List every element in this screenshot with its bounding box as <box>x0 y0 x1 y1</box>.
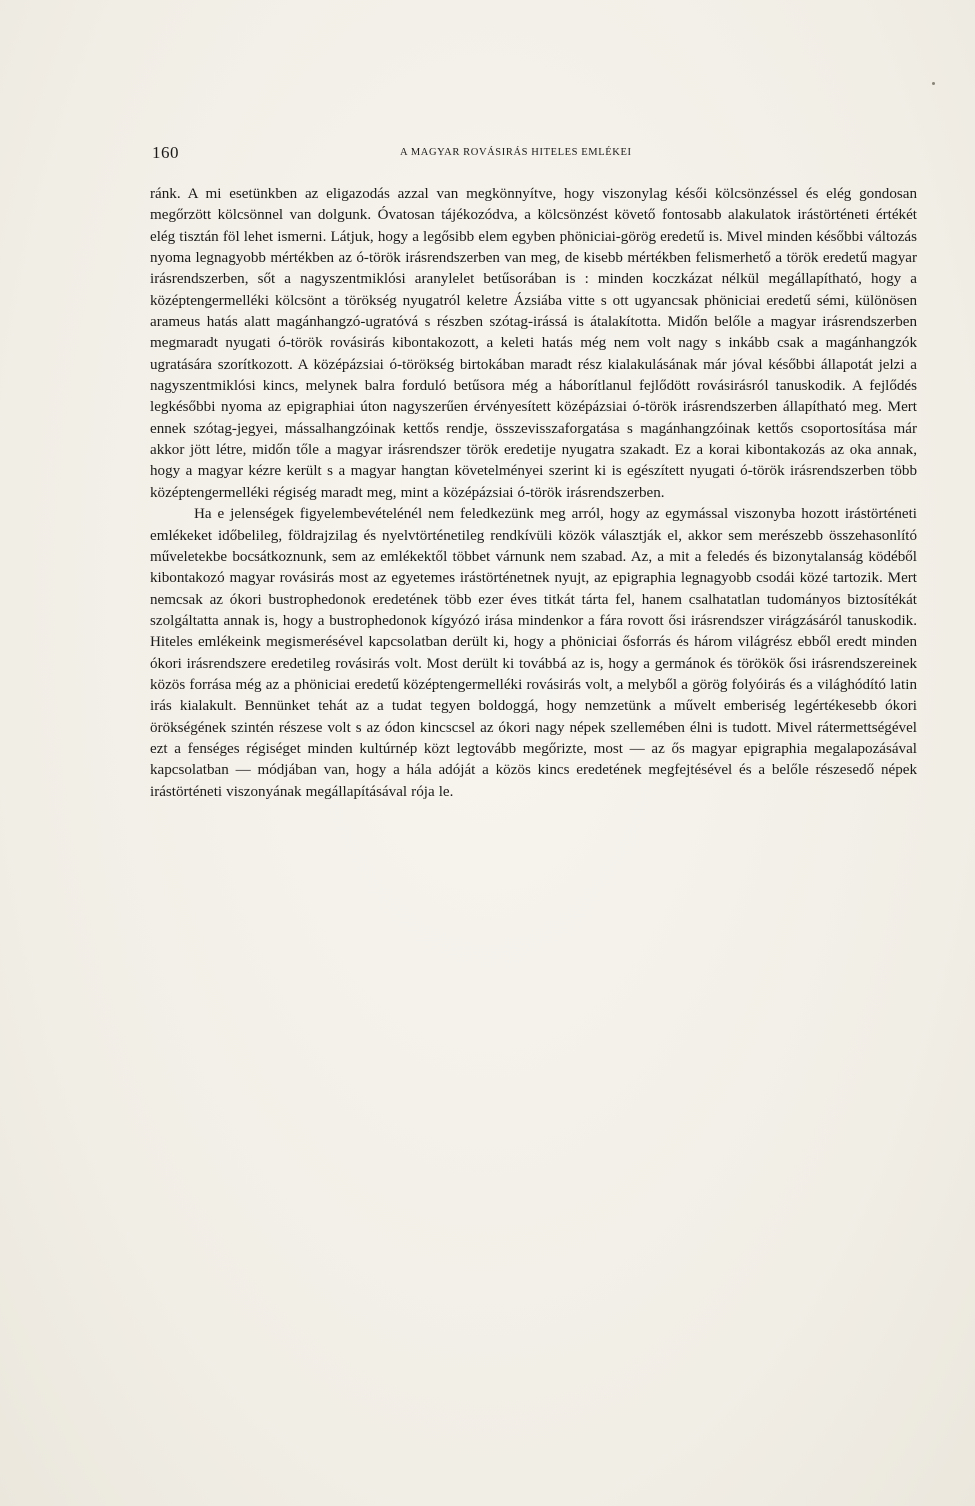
scan-speck <box>932 82 935 85</box>
page-number: 160 <box>152 143 179 162</box>
page-header <box>152 143 918 167</box>
paragraph-1: ránk. A mi esetünkben az eligazodás azzal van megkönnyítve, hogy viszonylag késői kölcsönzéssel és elég gondosan megőrzött kölcsönnel van dolgunk. Óvatosan tájékozódva, a kölcsönzést követő fontosabb alakulatok irástörténeti értékét elég tisztán föl lehet ismerni. Látjuk, hogy a legősibb elem egyben phöniciai-görög eredetű is. Mivel minden későbbi változás nyoma legnagyobb mértékben az ó-török irásrendszerben van meg, de kisebb mértékben felismerhető a török eredetű magyar irásrendszerben, sőt a nagyszentmiklósi aranylelet betűsorában is : minden koczkázat nélkül megállapítható, hogy a középtengermelléki kölcsönt a törökség nyugatról keletre Ázsiába vitte s ott ugyancsak phöniciai eredetű sémi, különösen arameus hatás alatt magánhangzó-ugratóvá s részben szótag-irássá is átalakította. Midőn belőle a magyar irásrendszerben megmaradt nyugati ó-török rovásirás kibontakozott, a keleti hatás még nem volt nagy s inkább csak a magánhangzók ugratására szorítkozott. A középázsiai ó-törökség birtokában maradt rész kialakulásának már jóval későbbi állapotát jelzi a nagyszentmiklósi kincs, melynek balra forduló betűsora még a háborítlanul fejlődött rovásirásról tanuskodik. A fejlődés legkésőbbi nyoma az epigraphiai úton nagyszerűen érvényesített középázsiai ó-török irásrendszerben állapítható meg. Mert ennek szótag-jegyei, mássalhangzóinak kettős rendje, összevisszaforgatása s magánhangzóinak kettős csoportosítása már akkor jött létre, midőn tőle a magyar irásrendszer török eredetije nyugatra szakadt. Ez a korai kibontakozás az oka annak, hogy a magyar kézre került s a magyar hangtan követelményei szerint ki is egészített nyugati ó-török irásrendszerben több középtengermelléki régiség maradt meg, mint a középázsiai ó-török irásrendszerben. <box>150 186 917 501</box>
paragraph-2: Ha e jelenségek figyelembevételénél nem feledkezünk meg arról, hogy az egymással viszonyba hozott irástörténeti emlékeket időbelileg, földrajzilag és nyelvtörténetileg rendkívüli közök választják el, akkor sem merészebb összehasonlító műveletekbe bocsátkoznunk, sem az emlékektől többet várnunk nem szabad. Az, a mit a feledés és bizonytalanság ködéből kibontakozó magyar rovásirás most az egyetemes irástörténetnek nyujt, az epigraphia legnagyobb csodái közé tartozik. Mert nemcsak az ókori bustrophedonok eredetének több ezer éves titkát tárta fel, hanem csalhatatlan tudományos biztosítékát szolgáltatta annak is, hogy a bustrophedonok kígyózó irása mindenkor a fára rovott ősi irásrendszer virágzásáról tanuskodik. Hiteles emlékeink megismerésével kapcsolatban derült ki, hogy a phöniciai ősforrás és három világrész ebből eredt minden ókori irásrendszere eredetileg rovásirás volt. Most derült ki továbbá az is, hogy a germánok és törökök ősi irásrendszereinek közös forrása még az a phöniciai eredetű középtengermelléki rovásirás volt, a melyből a görög folyóirás és a világhódító latin irás kialakult. Bennünket tehát az a tudat tegyen boldoggá, hogy nemzetünk a művelt emberiség legértékesebb ókori örökségének szintén részese volt s az ódon kincscsel az ókori nagy népek szellemében élni is tudott. Mivel rátermettségével ezt a fenséges régiséget minden kultúrnép közt legtovább megőrizte, most — az ős magyar epigraphia megalapozásával kapcsolatban — módjában van, hogy a hála adóját a közös kincs eredetének megfejtésével és a belőle részesedő népek irástörténeti viszonyának megállapításával rója le. <box>150 506 917 800</box>
running-title: A MAGYAR ROVÁSIRÁS HITELES EMLÉKEI <box>400 147 632 158</box>
body-text <box>150 184 917 803</box>
